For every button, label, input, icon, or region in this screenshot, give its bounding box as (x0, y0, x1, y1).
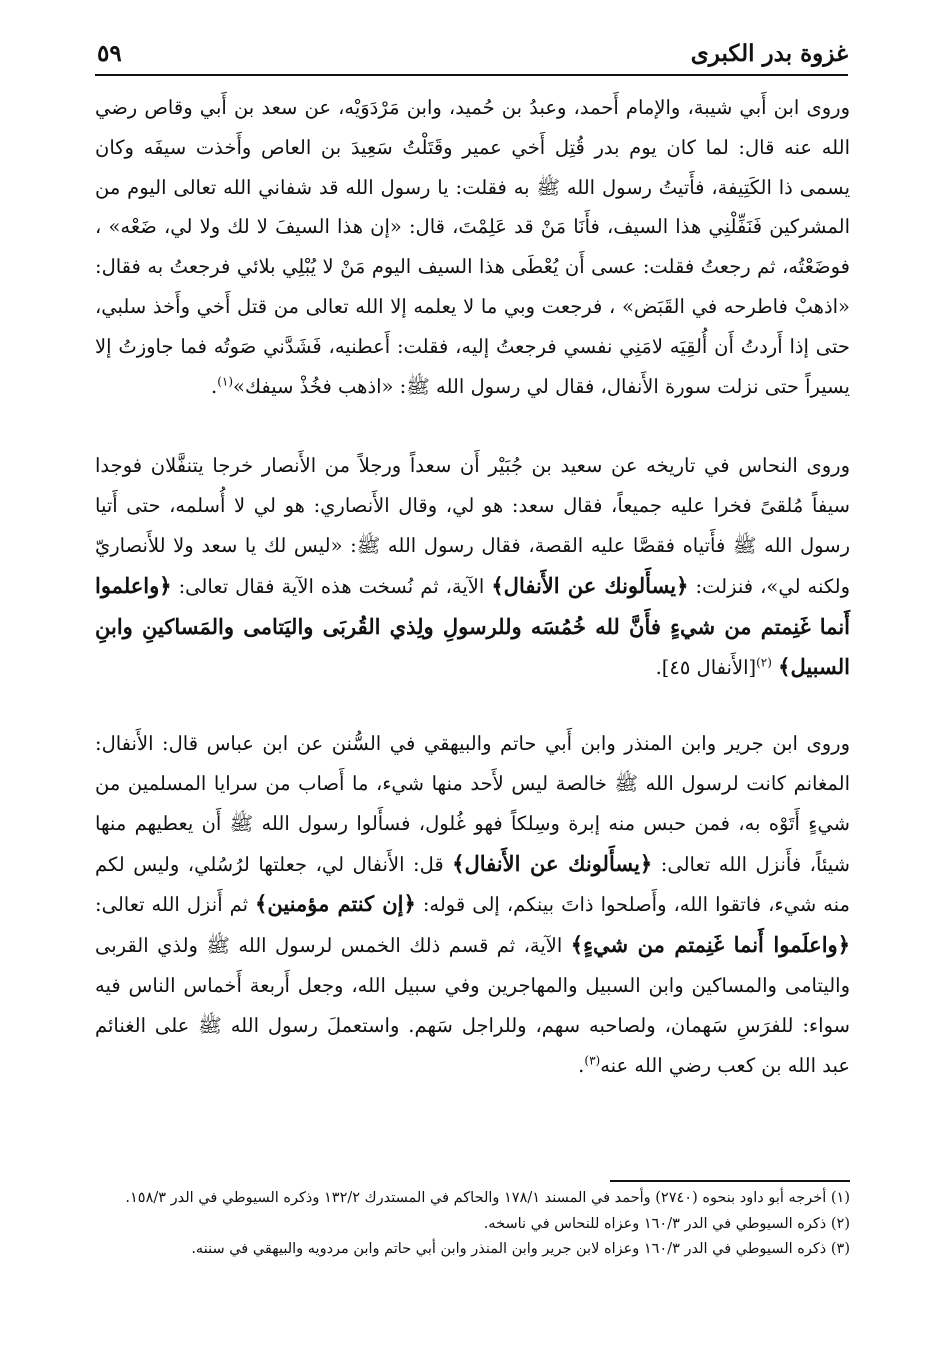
footnotes (95, 1186, 850, 1263)
page-number: ٥٩ (97, 40, 122, 67)
paragraph-2-text-1: وروى النحاس في تاريخه عن سعيد بن جُبَيْر أَن سعداً ورجلاً من الأَنصار خرجا يتنفَّلان فوجدا سيفاً مُلقىً فخرا عليه جميعاً، فقال سعد: هو لي، وقال الأَنصاري: هو لي لا أُسلمه، حتى أَتيا رسول الله ﷺ فأَتياه فقصَّا عليه القصة، فقال رسول الله ﷺ: «ليس لك يا سعد ولا للأَنصاريّ ولكنه لي»، فنزلت: (95, 454, 850, 598)
main-text (95, 88, 850, 1085)
footnote-1: (١) أخرجه أبو داود بنحوه (٢٧٤٠) وأحمد في المسند ١٧٨/١ والحاكم في المستدرك ١٣٢/٢ وذكره السيوطي في الدر ١٥٨/٣. (125, 1190, 850, 1206)
quran-verse: ﴿يسأَلونك عن الأَنفال﴾ (452, 850, 653, 876)
footnote-ref-3: (٣) (584, 1053, 601, 1068)
paragraph-2-text-2: الآية، ثم نُسخت هذه الآية فقال تعالى: (178, 574, 485, 598)
paragraph-2-end: [الأَنفال ٤٥]. (655, 656, 757, 680)
quran-verse: ﴿واعلموا أَنما غَنِمتم من شيءٍ فأَنَّ لله خُمُسَه وللرسولِ ولِذي القُربَى واليَتامى والمَساكينِ وابنِ السبيل﴾ (95, 572, 850, 680)
quran-verse: ﴿يسأَلونك عن الأَنفال﴾ (491, 572, 689, 598)
paragraph-1 (95, 88, 850, 406)
paragraph-3-text-1: وروى ابن جرير وابن المنذر وابن أَبي حاتم والبيهقي في السُّنن عن ابن عباس قال: الأَنفال: المغانم كانت لرسول الله ﷺ خالصة ليس لأَحد منها شيء، ما أَصاب من سرايا المسلمين من شيءٍ أَتَوْه به، فمن حبس منه إبرة وسِلكاً فهو غُلول، فسأَلوا رسول الله ﷺ أَن يعطيهم منها شيئاً، فأَنزل الله تعالى: (95, 732, 851, 876)
header-rule (95, 74, 848, 76)
quran-verse: ﴿واعلَموا أَنما غَنِمتم من شيءٍ﴾ (570, 932, 850, 958)
paragraph-3 (95, 724, 850, 1085)
footnote-rule (610, 1180, 850, 1182)
footnote-3: (٣) ذكره السيوطي في الدر ١٦٠/٣ وعزاه لابن جرير وابن المنذر وابن أبي حاتم وابن مردويه والبيهقي في سننه. (191, 1241, 850, 1257)
running-title: غزوة بدر الكبرى (690, 40, 848, 67)
paragraph-1-end: . (211, 374, 218, 398)
quran-verse: ﴿إن كنتم مؤمنين﴾ (255, 891, 416, 917)
footnote-ref-2: (٢) (756, 655, 772, 670)
paragraph-3-text-3: ثم أَنزل الله تعالى: (95, 893, 249, 917)
paragraph-1-text: وروى ابن أَبي شيبة، والإمام أَحمد، وعبدُ بن حُميد، وابن مَرْدَوَيْه، عن سعد بن أَبي وقاص رضي الله عنه قال: لما كان يوم بدر قُتِل أَخي عمير وقَتَلْتُ سَعِيدَ بن العاص وأَخذت سيفَه وكان يسمى ذا الكَتِيفة، فأَتيتُ رسول الله ﷺ به فقلت: يا رسول الله قد شفاني الله تعالى اليوم من المشركين فَنَفِّلْنِي هذا السيف، فأَنَا مَنْ قد عَلِمْتَ، قال: «إن هذا السيفَ لا لك ولا لي، ضَعْه» ، فوضَعْتُه، ثم رجعتُ فقلت: عسى أَن يُعْطَى هذا السيف اليوم مَنْ لا يُبْلِي بلائي فرجعتُ به فقال: «اذهبْ فاطرحه في القَبَض» ، فرجعت وبي ما لا يعلمه إلا الله تعالى من قتل أَخي وأَخذ سلبي، حتى إذا أَردتُ أَن أُلقِيَه لامَنِي نفسي فرجعتُ إليه، فقلت: أَعطنيه، فَشَدَّني صَوتُه فما جاوزتُ إلا يسيراً حتى نزلت سورة الأَنفال، فقال لي رسول الله ﷺ: «اذهب فخُذْ سيفك» (95, 96, 850, 398)
footnote-2: (٢) ذكره السيوطي في الدر ١٦٠/٣ وعزاه للنحاس في ناسخه. (483, 1215, 850, 1232)
paragraph-3-text-2: قل: الأَنفال لي، جعلتها لرُسُلي، وليس لكم منه شيء، فاتقوا الله، وأَصلحوا ذاتَ بينكم، إلى قوله: (95, 852, 850, 917)
paragraph-3-text-4: الآية، ثم قسم ذلك الخمس لرسول الله ﷺ ولذي القربى واليتامى والمساكين وابن السبيل والمهاجرين وفي سبيل الله، وجعل أَربعة أَخماس الناس فيه سواء: للفرَسِ سَهمان، ولصاحبه سهم، وللراجل سَهم. واستعملَ رسول الله ﷺ على الغنائم عبد الله بن كعب رضي الله عنه (95, 934, 850, 1077)
footnote-ref-1: (١) (217, 374, 234, 389)
paragraph-3-end: . (578, 1053, 585, 1077)
page-header (95, 38, 848, 76)
paragraph-2 (95, 446, 850, 688)
